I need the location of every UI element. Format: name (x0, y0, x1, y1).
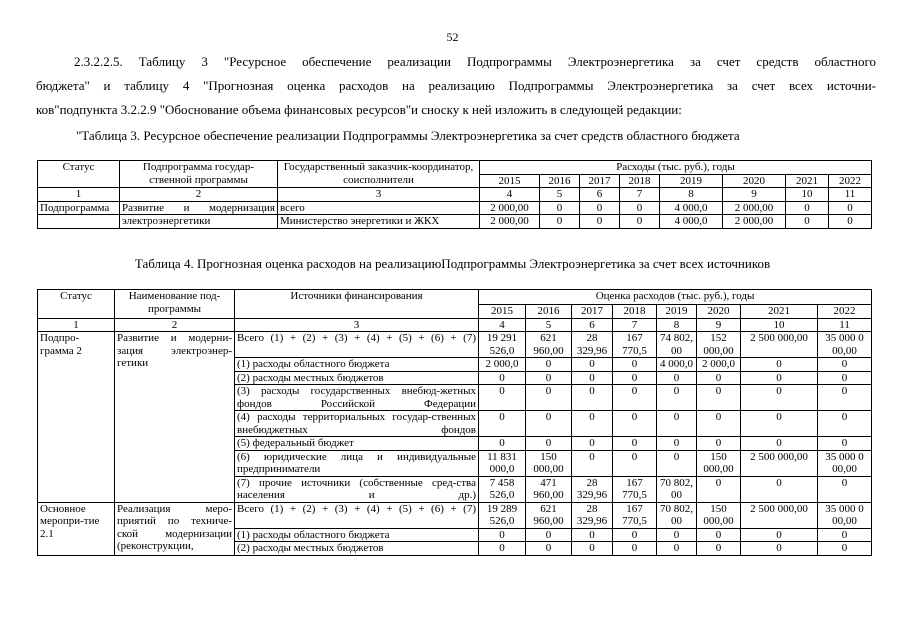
table-row (38, 201, 872, 215)
value-cell: 0 (479, 542, 526, 556)
value-cell: 2 500 000,00 (741, 502, 818, 528)
value-cell: 2 000,00 (480, 215, 540, 229)
column-number-cell: 9 (723, 188, 786, 202)
table-cell: Министерство энергетики и ЖКХ (278, 215, 480, 229)
value-cell: 0 (697, 437, 741, 451)
column-number-cell: 2 (120, 188, 278, 202)
value-cell: 0 (620, 215, 660, 229)
value-cell: 35 000 0 00,00 (818, 332, 872, 358)
value-cell: 0 (572, 358, 613, 372)
value-cell: 4 000,0 (660, 201, 723, 215)
paragraph-line: 2.3.2.2.5. Таблицу 3 "Ресурсное обеспечение реализации Подпрограммы Электроэнергетика за счет средств областного (74, 54, 876, 69)
value-cell: 167 770,5 (613, 502, 657, 528)
source-cell: (2) расходы местных бюджетов (235, 371, 479, 385)
value-cell: 0 (479, 528, 526, 542)
header-cell: Статус (38, 290, 115, 319)
value-cell: 0 (786, 201, 829, 215)
column-number-cell: 6 (580, 188, 620, 202)
value-cell: 167 770,5 (613, 476, 657, 502)
value-cell: 0 (657, 385, 697, 411)
value-cell: 0 (572, 437, 613, 451)
column-number-cell: 5 (526, 318, 572, 332)
value-cell: 0 (657, 371, 697, 385)
source-cell: (3) расходы государственных внебюд-жетных фондов Российской Федерации (235, 385, 479, 411)
value-cell: 0 (526, 437, 572, 451)
status-cell: Основное меропри-тие 2.1 (38, 502, 115, 555)
status-cell: Подпро-грамма 2 (38, 332, 115, 503)
value-cell: 0 (741, 437, 818, 451)
value-cell: 0 (818, 476, 872, 502)
value-cell: 0 (741, 371, 818, 385)
value-cell: 35 000 0 00,00 (818, 502, 872, 528)
value-cell: 2 500 000,00 (741, 450, 818, 476)
value-cell: 0 (526, 358, 572, 372)
value-cell: 0 (613, 385, 657, 411)
year-header-cell: 2017 (580, 174, 620, 188)
value-cell: 0 (786, 215, 829, 229)
value-cell: 0 (741, 411, 818, 437)
source-cell: (1) расходы областного бюджета (235, 358, 479, 372)
header-cell: Расходы (тыс. руб.), годы (480, 161, 872, 175)
value-cell: 19 289 526,0 (479, 502, 526, 528)
value-cell: 0 (479, 437, 526, 451)
value-cell: 0 (697, 476, 741, 502)
column-number-cell: 5 (540, 188, 580, 202)
amendment-paragraph (36, 50, 876, 122)
year-header-cell: 2019 (660, 174, 723, 188)
column-number-cell: 7 (620, 188, 660, 202)
year-header-cell: 2020 (723, 174, 786, 188)
value-cell: 0 (697, 542, 741, 556)
value-cell: 70 802, 00 (657, 476, 697, 502)
value-cell: 0 (572, 450, 613, 476)
column-number-cell: 7 (613, 318, 657, 332)
year-header-cell: 2021 (741, 305, 818, 319)
value-cell: 0 (580, 215, 620, 229)
year-header-cell: 2015 (479, 305, 526, 319)
value-cell: 0 (540, 215, 580, 229)
value-cell: 0 (657, 437, 697, 451)
table4-body (38, 290, 872, 556)
value-cell: 0 (613, 542, 657, 556)
value-cell: 0 (829, 201, 872, 215)
value-cell: 0 (697, 411, 741, 437)
value-cell: 150 000,00 (697, 502, 741, 528)
value-cell: 0 (526, 411, 572, 437)
year-header-cell: 2018 (620, 174, 660, 188)
source-cell: (2) расходы местных бюджетов (235, 542, 479, 556)
value-cell: 0 (818, 358, 872, 372)
value-cell: 0 (697, 385, 741, 411)
value-cell: 621 960,00 (526, 332, 572, 358)
header-cell: Источники финансирования (235, 290, 479, 319)
value-cell: 0 (479, 371, 526, 385)
table3-body (38, 161, 872, 229)
paragraph-line: бюджета" и таблицу 4 "Прогнозная оценка расходов на реализацию Подпрограммы Электроэнергетика за счет всех источни- (36, 78, 876, 93)
header-cell: Статус (38, 161, 120, 188)
value-cell: 0 (620, 201, 660, 215)
table-row (38, 188, 872, 202)
value-cell: 152 000,00 (697, 332, 741, 358)
value-cell: 0 (818, 542, 872, 556)
source-cell: Всего (1) + (2) + (3) + (4) + (5) + (6) + (7) (235, 502, 479, 528)
table-cell: всего (278, 201, 480, 215)
source-cell: (7) прочие источники (собственные сред-ства населения и др.) (235, 476, 479, 502)
table3-caption: "Таблица 3. Ресурсное обеспечение реализации Подпрограммы Электроэнергетика за счет средств областного бюджета (76, 128, 740, 143)
value-cell: 0 (613, 411, 657, 437)
value-cell: 7 458 526,0 (479, 476, 526, 502)
value-cell: 28 329,96 (572, 502, 613, 528)
table4 (37, 289, 872, 556)
year-header-cell: 2017 (572, 305, 613, 319)
column-number-cell: 11 (818, 318, 872, 332)
value-cell: 0 (613, 437, 657, 451)
column-number-cell: 1 (38, 318, 115, 332)
page-number: 52 (446, 30, 459, 44)
value-cell: 0 (540, 201, 580, 215)
value-cell: 74 802, 00 (657, 332, 697, 358)
value-cell: 0 (818, 437, 872, 451)
source-cell: (6) юридические лица и индивидуальные предприниматели (235, 450, 479, 476)
value-cell: 2 000,00 (723, 215, 786, 229)
value-cell: 35 000 0 00,00 (818, 450, 872, 476)
column-number-cell: 8 (657, 318, 697, 332)
value-cell: 0 (572, 528, 613, 542)
value-cell: 0 (741, 528, 818, 542)
value-cell: 0 (697, 371, 741, 385)
value-cell: 0 (657, 411, 697, 437)
value-cell: 0 (818, 385, 872, 411)
value-cell: 0 (818, 411, 872, 437)
table-row (38, 318, 872, 332)
value-cell: 28 329,96 (572, 476, 613, 502)
value-cell: 0 (741, 358, 818, 372)
name-cell: Реализация меро-приятий по техниче-ской модернизации (реконструкции, (115, 502, 235, 555)
table-cell: Подпрограмма (38, 201, 120, 215)
value-cell: 0 (657, 542, 697, 556)
value-cell: 167 770,5 (613, 332, 657, 358)
year-header-cell: 2016 (540, 174, 580, 188)
year-header-cell: 2015 (480, 174, 540, 188)
value-cell: 0 (657, 450, 697, 476)
value-cell: 2 000,00 (480, 201, 540, 215)
value-cell: 0 (741, 385, 818, 411)
header-cell: Наименование под-программы (115, 290, 235, 319)
value-cell: 0 (526, 385, 572, 411)
value-cell: 0 (572, 542, 613, 556)
value-cell: 2 000,0 (479, 358, 526, 372)
column-number-cell: 9 (697, 318, 741, 332)
value-cell: 0 (613, 371, 657, 385)
value-cell: 0 (572, 411, 613, 437)
value-cell: 471 960,00 (526, 476, 572, 502)
value-cell: 0 (613, 450, 657, 476)
column-number-cell: 2 (115, 318, 235, 332)
value-cell: 4 000,0 (660, 215, 723, 229)
table-row (38, 332, 872, 358)
table3 (37, 160, 872, 229)
table4-caption: Таблица 4. Прогнозная оценка расходов на реализациюПодпрограммы Электроэнергетика за счет всех источников (134, 256, 771, 271)
paragraph-line: ков"подпункта 3.2.2.9 "Обоснование объема финансовых ресурсов"и сноску к ней изложить в следующей редакции: (36, 102, 682, 117)
value-cell: 2 000,0 (697, 358, 741, 372)
value-cell: 0 (572, 385, 613, 411)
source-cell: (1) расходы областного бюджета (235, 528, 479, 542)
column-number-cell: 10 (741, 318, 818, 332)
table-row (38, 161, 872, 175)
name-cell: Развитие и модерни-зация электроэнер-гетики (115, 332, 235, 503)
value-cell: 0 (572, 371, 613, 385)
table-row (38, 290, 872, 305)
value-cell: 150 000,00 (526, 450, 572, 476)
value-cell: 2 500 000,00 (741, 332, 818, 358)
value-cell: 0 (479, 411, 526, 437)
value-cell: 0 (818, 371, 872, 385)
value-cell: 0 (479, 385, 526, 411)
column-number-cell: 3 (235, 318, 479, 332)
table-cell: электроэнергетики (120, 215, 278, 229)
year-header-cell: 2016 (526, 305, 572, 319)
table-cell (38, 215, 120, 229)
value-cell: 0 (741, 542, 818, 556)
year-header-cell: 2019 (657, 305, 697, 319)
column-number-cell: 6 (572, 318, 613, 332)
column-number-cell: 4 (480, 188, 540, 202)
column-number-cell: 4 (479, 318, 526, 332)
value-cell: 11 831 000,0 (479, 450, 526, 476)
value-cell: 0 (741, 476, 818, 502)
year-header-cell: 2022 (829, 174, 872, 188)
value-cell: 19 291 526,0 (479, 332, 526, 358)
value-cell: 150 000,00 (697, 450, 741, 476)
source-cell: (4) расходы территориальных государ-ственных внебюджетных фондов (235, 411, 479, 437)
column-number-cell: 10 (786, 188, 829, 202)
value-cell: 4 000,0 (657, 358, 697, 372)
table-row (38, 502, 872, 528)
column-number-cell: 3 (278, 188, 480, 202)
year-header-cell: 2018 (613, 305, 657, 319)
table-row (38, 215, 872, 229)
value-cell: 0 (613, 358, 657, 372)
column-number-cell: 1 (38, 188, 120, 202)
value-cell: 0 (613, 528, 657, 542)
year-header-cell: 2020 (697, 305, 741, 319)
value-cell: 0 (526, 542, 572, 556)
value-cell: 621 960,00 (526, 502, 572, 528)
year-header-cell: 2021 (786, 174, 829, 188)
value-cell: 0 (580, 201, 620, 215)
header-cell: Государственный заказчик-координатор, соисполнители (278, 161, 480, 188)
value-cell: 0 (818, 528, 872, 542)
header-cell: Подпрограмма государ-ственной программы (120, 161, 278, 188)
column-number-cell: 11 (829, 188, 872, 202)
value-cell: 0 (657, 528, 697, 542)
table-cell: Развитие и модернизация (120, 201, 278, 215)
source-cell: (5) федеральный бюджет (235, 437, 479, 451)
source-cell: Всего (1) + (2) + (3) + (4) + (5) + (6) + (7) (235, 332, 479, 358)
header-cell: Оценка расходов (тыс. руб.), годы (479, 290, 872, 305)
value-cell: 2 000,00 (723, 201, 786, 215)
value-cell: 28 329,96 (572, 332, 613, 358)
value-cell: 70 802, 00 (657, 502, 697, 528)
value-cell: 0 (697, 528, 741, 542)
value-cell: 0 (526, 528, 572, 542)
value-cell: 0 (829, 215, 872, 229)
value-cell: 0 (526, 371, 572, 385)
year-header-cell: 2022 (818, 305, 872, 319)
column-number-cell: 8 (660, 188, 723, 202)
